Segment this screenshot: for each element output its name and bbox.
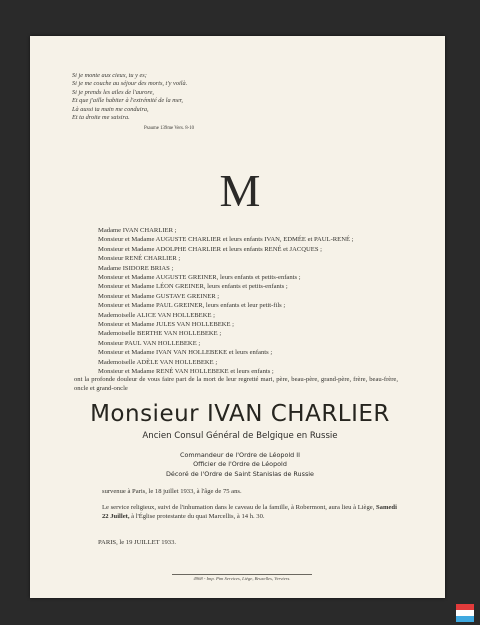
poem-line: Et que j'aille habiter à l'extrémité de la mer, — [72, 97, 183, 105]
family-member: Madame IVAN CHARLIER ; — [98, 227, 177, 234]
family-member: Monsieur et Madame IVAN VAN HOLLEBEKE et leurs enfants ; — [98, 349, 273, 357]
deceased-name: Monsieur IVAN CHARLIER — [90, 401, 390, 427]
funeral-details — [74, 487, 398, 522]
service-text: Le service religieux, suivi de l'inhumation dans le caveau de la famille, à Robermont, aura lieu à Liège, — [102, 503, 375, 511]
poem-line: Si je monte aux cieux, tu y es; — [72, 72, 147, 79]
family-member: Monsieur RENÉ CHARLIER ; — [98, 255, 181, 263]
family-member: Mademoiselle ADÈLE VAN HOLLEBEKE ; — [98, 358, 218, 366]
service-notice — [74, 503, 398, 522]
family-member: Monsieur et Madame ADOLPHE CHARLIER et leurs enfants RENÉ et JACQUES ; — [98, 245, 322, 253]
honors-list — [0, 451, 480, 479]
family-member: Monsieur et Madame AUGUSTE CHARLIER et leurs enfants IVAN, EDMÉE et PAUL-RENÉ ; — [98, 236, 354, 244]
honor-item: Décoré de l'Ordre de Saint Stanislas de Russie — [166, 469, 314, 478]
family-member: Monsieur et Madame RENÉ VAN HOLLEBEKE et leurs enfants ; — [98, 368, 274, 376]
death-notice: survenue à Paris, le 18 juillet 1933, à l'âge de 75 ans. — [102, 488, 242, 495]
honor-item: Officier de l'Ordre de Léopold — [193, 460, 287, 469]
divider — [172, 574, 312, 575]
poem-line: Si je me couche au séjour des morts, t'y voilà. — [72, 80, 188, 88]
poem-line: Si je prends les ailes de l'aurore, — [72, 88, 154, 96]
family-member: Monsieur et Madame AUGUSTE GREINER, leurs enfants et petits-enfants ; — [98, 274, 301, 282]
luxembourg-flag-icon — [456, 604, 474, 622]
honor-item: Commandeur de l'Ordre de Léopold II — [180, 451, 300, 459]
family-member: Mademoiselle ALICE VAN HOLLEBEKE ; — [98, 311, 215, 319]
family-member: Monsieur et Madame PAUL GREINER, leurs enfants et leur petit-fils ; — [98, 302, 286, 310]
family-list — [98, 226, 353, 377]
family-member: Monsieur et Madame LÉON GREINER, leurs enfants et petits-enfants ; — [98, 283, 288, 291]
family-member: Monsieur et Madame GUSTAVE GREINER ; — [98, 292, 220, 300]
deceased-title: Ancien Consul Général de Belgique en Russie — [142, 431, 338, 441]
poem-line: Là aussi ta main me conduira, — [72, 105, 149, 113]
initial-letter: M — [219, 165, 261, 216]
service-location: à l'Église protestante du quai Marcellis, à 14 h. 30. — [131, 513, 265, 521]
place-date: PARIS, le 19 JUILLET 1933. — [98, 539, 177, 546]
family-member: Monsieur et Madame JULES VAN HOLLEBEKE ; — [98, 321, 235, 329]
psalm-epigraph — [72, 72, 194, 134]
psalm-reference: Psaume 139me Vers. 8-10 — [144, 126, 195, 132]
service-date: Samedi 22 Juillet, — [102, 503, 397, 521]
family-member: Monsieur PAUL VAN HOLLEBEKE ; — [98, 339, 201, 347]
family-member: Madame ISIDORE BRIAS ; — [98, 264, 174, 272]
family-member: Mademoiselle BERTHE VAN HOLLEBEKE ; — [98, 330, 222, 338]
printer-imprint: 4968 - Imp. Pim Services, Liège, Bruxelles, Verviers. — [193, 576, 291, 581]
announcement-text: ont la profonde douleur de vous faire part de la mort de leur regretté mari, père, beau-père, grand-père, frère, beau-frère, oncle et grand-oncle — [74, 376, 398, 393]
poem-line: Et ta droite me saisira. — [72, 114, 130, 122]
